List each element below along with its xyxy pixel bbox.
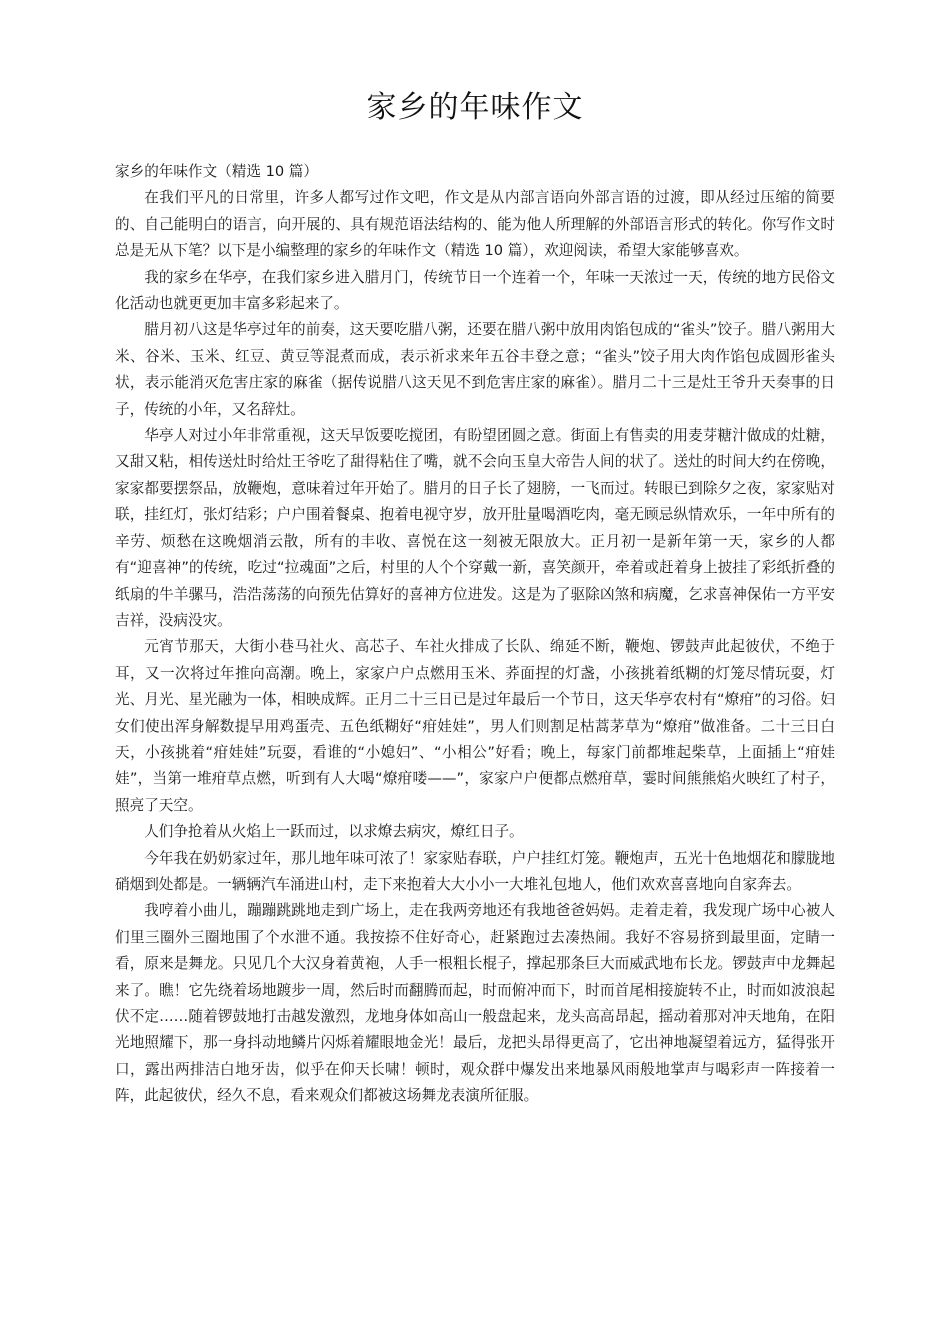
paragraph-little-new-year: 华亭人对过小年非常重视，这天早饭要吃搅团，有盼望团圆之意。街面上有售卖的用麦芽糖汁做成的灶糖，又甜又粘，相传送灶时给灶王爷吃了甜得粘住了嘴，就不会向玉皇大帝告人间的状了。送灶的时间大约在傍晚，家家都要摆祭品，放鞭炮，意味着过年开始了。腊月的日子长了翅膀，一飞而过。转眼已到除夕之夜，家家贴对联，挂红灯，张灯结彩；户户围着餐桌、抱着电视守岁，放开肚量喝酒吃肉，毫无顾忌纵情欢乐，一年中所有的辛劳、烦愁在这晚烟消云散，所有的丰收、喜悦在这一刻被无限放大。正月初一是新年第一天，家乡的人都有“迎喜神”的传统，吃过“拉魂面”之后，村里的人个个穿戴一新，喜笑颜开，牵着或赶着身上披挂了彩纸折叠的纸扇的牛羊骡马，浩浩荡荡的向预先估算好的喜神方位进发。这是为了驱除凶煞和病魔，乞求喜神保佑一方平安吉祥，没病没灾。 xyxy=(115,427,835,629)
paragraph-laba: 腊月初八这是华亭过年的前奏，这天要吃腊八粥，还要在腊八粥中放用肉馅包成的“雀头”饺子。腊八粥用大米、谷米、玉米、红豆、黄豆等混煮而成，表示祈求来年五谷丰登之意；“雀头”饺子用大肉作馅包成圆形雀头状，表示能消灭危害庄家的麻雀（据传说腊八这天见不到危害庄家的麻雀）。腊月二十三是灶王爷升天奏事的日子，传统的小年，又名辞灶。 xyxy=(115,321,835,418)
document-title: 家乡的年味作文 xyxy=(366,90,584,125)
paragraph-intro: 在我们平凡的日常里，许多人都写过作文吧，作文是从内部言语向外部言语的过渡，即从经过压缩的简要的、自己能明白的语言，向开展的、具有规范语法结构的、能为他人所理解的外部语言形式的转化。你写作文时总是无从下笔？以下是小编整理的家乡的年味作文（精选 10 篇），欢迎阅读，希望大家能够喜欢。 xyxy=(115,189,835,260)
document-body xyxy=(115,159,835,1110)
paragraph-hometown: 我的家乡在华亭，在我们家乡进入腊月门，传统节日一个连着一个，年味一天浓过一天，传统的地方民俗文化活动也就更更加丰富多彩起来了。 xyxy=(115,268,835,313)
paragraph-lantern-festival: 元宵节那天，大街小巷马社火、高芯子、车社火排成了长队、绵延不断，鞭炮、锣鼓声此起彼伏，不绝于耳，又一次将过年推向高潮。晚上，家家户户点燃用玉米、荞面捏的灯盏，小孩挑着纸糊的灯笼尽情玩耍，灯光、月光、星光融为一体，相映成辉。正月二十三日已是过年最后一个节日，这天华亭农村有“燎疳”的习俗。妇女们使出浑身解数提早用鸡蛋壳、五色纸糊好“疳娃娃”，男人们则割足枯蒿茅草为“燎疳”做准备。二十三日白天，小孩挑着“疳娃娃”玩耍，看谁的“小媳妇”、“小相公”好看；晚上，每家门前都堆起柴草，上面插上“疳娃娃”，当第一堆疳草点燃，听到有人大喝“燎疳喽——”，家家户户便都点燃疳草，霎时间熊熊焰火映红了村子，照亮了天空。 xyxy=(115,638,835,814)
document-subtitle: 家乡的年味作文（精选 10 篇） xyxy=(115,163,318,180)
paragraph-jump-fire: 人们争抢着从火焰上一跃而过，以求燎去病灾，燎红日子。 xyxy=(144,823,524,841)
paragraph-grandma-house: 今年我在奶奶家过年，那儿地年味可浓了！家家贴春联，户户挂红灯笼。鞭炮声，五光十色地烟花和朦胧地硝烟到处都是。一辆辆汽车涌进山村，走下来抱着大大小小一大堆礼包地人，他们欢欢喜喜地向自家奔去。 xyxy=(115,849,835,893)
paragraph-dragon-dance: 我哼着小曲儿，蹦蹦跳跳地走到广场上，走在我两旁地还有我地爸爸妈妈。走着走着，我发现广场中心被人们里三圈外三圈地围了个水泄不通。我按捺不住好奇心，赶紧跑过去凑热闹。我好不容易挤到最里面，定睛一看，原来是舞龙。只见几个大汉身着黄袍，人手一根粗长棍子，撑起那条巨大而威武地布长龙。锣鼓声中龙舞起来了。瞧！它先绕着场地踱步一周，然后时而翻腾而起，时而俯冲而下，时而首尾相接旋转不止，时而如波浪起伏不定……随着锣鼓地打击越发激烈，龙地身体如高山一般盘起来，龙头高高昂起，摇动着那对冲天地角，在阳光地照耀下，那一身抖动地鳞片闪烁着耀眼地金光！最后，龙把头昂得更高了，它出神地凝望着远方，猛得张开口，露出两排洁白地牙齿，似乎在仰天长啸！顿时，观众群中爆发出来地暴风雨般地掌声与喝彩声一阵接着一阵，此起彼伏，经久不息，看来观众们都被这场舞龙表演所征服。 xyxy=(115,902,835,1105)
